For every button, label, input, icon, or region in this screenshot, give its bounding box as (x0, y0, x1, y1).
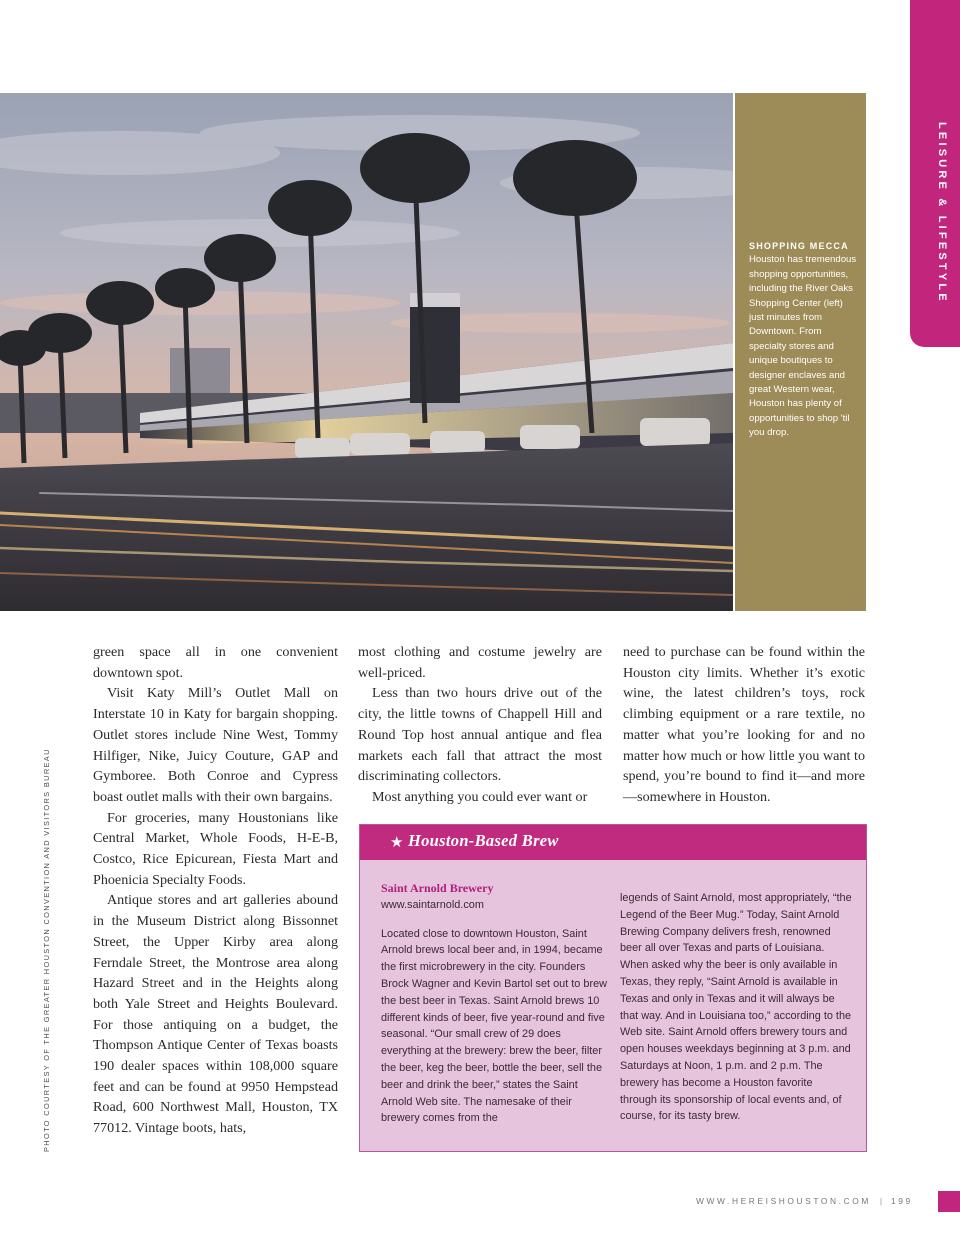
shopping-center-photo (0, 93, 733, 611)
body-column-1 (93, 642, 338, 1139)
paragraph: Visit Katy Mill’s Outlet Mall on Interstate 10 in Katy for bargain shopping. Outlet stores include Nine West, Tommy Hilfiger, Nike, Juicy Couture, GAP and Gymboree. Both Conroe and Cypress boast outlet malls with their own bargains. (93, 685, 338, 805)
paragraph: green space all in one convenient downtown spot. (93, 644, 338, 681)
section-label: LEISURE & LIFESTYLE (936, 122, 948, 304)
brew-text: Located close to downtown Houston, Saint Arnold brews local beer and, in 1994, became the first microbrewery in the city. Founders Brock Wagner and Kevin Bartol set out to brew the best beer in Texas. Saint Arnold brews 10 different kinds of beer, five year-round and five seasonal. “Our small crew of 29 does everything at the brewery: brew the beer, filter the beer, keg the beer, bottle the beer, sell the beer and drink the beer,” states the Saint Arnold Web site. The namesake of their brewery comes from the (381, 927, 607, 1125)
brewery-url[interactable]: www.saintarnold.com (381, 898, 484, 911)
body-column-3 (623, 642, 865, 808)
caption-title: SHOPPING MECCA (749, 241, 849, 251)
paragraph: most clothing and costume jewelry are well-priced. (358, 644, 602, 681)
footer (696, 1196, 913, 1206)
brew-title: Houston-Based Brew (408, 831, 559, 850)
body-column-2 (358, 642, 602, 808)
brew-sidebar (359, 824, 867, 1152)
paragraph: Less than two hours drive out of the city, the little towns of Chappell Hill and Round Top host annual antique and flea markets each fall that attract the most discriminating collectors. (358, 685, 602, 785)
footer-separator: | (879, 1196, 883, 1206)
section-tab (910, 0, 960, 347)
caption-text: Houston has tremendous shopping opportunities, including the River Oaks Shopping Center (left) just minutes from Downtown. From specialty stores and unique boutiques to designer enclaves and great Western wear, Houston has plenty of opportunities to shop 'til you drop. (749, 254, 857, 439)
paragraph: need to purchase can be found within the Houston city limits. Whether it’s exotic wine, the latest children’s toys, rock climbing equipment or a rare textile, no matter what you’re looking for and no matter how much or how little you want to spend, you’re bound to find it—and more—somewhere in Houston. (623, 644, 865, 805)
paragraph: For groceries, many Houstonians like Central Market, Whole Foods, H-E-B, Costco, Rice Epicurean, Fiesta Mart and Phoenicia Specialty Foods. (93, 809, 338, 888)
brewery-name: Saint Arnold Brewery (381, 881, 494, 895)
brew-text: legends of Saint Arnold, most appropriately, “the Legend of the Beer Mug.” Today, Saint Arnold Brewing Company delivers fresh, renowned beer all over Texas and parts of Louisiana. When asked why the beer is only available in Texas, they reply, “Saint Arnold is available in Texas and only in Texas and it will always be that way. And in Louisiana too,” according to the Web site. Saint Arnold offers brewery tours and open houses weekdays beginning at 3 p.m. and Saturdays at Noon, 1 p.m. and 2 p.m. The brewery has become a Houston favorite through its sponsorship of local events and, of course, for its tasty brew. (620, 892, 852, 1123)
paragraph: Antique stores and art galleries abound in the Museum District along Bissonnet Street, the Upper Kirby area along Ferndale Street, the Montrose area along Hazard Street and in the Heights along both Yale Street and Heights Boulevard. For those antiquing on a budget, the Thompson Antique Center of Texas boasts 190 dealer spaces within 108,000 square feet and can be found at 9950 Hempstead Road, 600 Northwest Mall, Houston, TX 77012. Vintage boots, hats, (93, 892, 338, 1137)
brew-column-1 (381, 880, 609, 1127)
footer-url[interactable]: WWW.HEREISHOUSTON.COM (696, 1196, 871, 1206)
caption-panel (735, 93, 866, 611)
brew-header (360, 825, 866, 860)
caption (749, 239, 857, 441)
photo-credit: PHOTO COURTESY OF THE GREATER HOUSTON CONVENTION AND VISITORS BUREAU (42, 748, 51, 1152)
footer-tab (938, 1191, 960, 1212)
paragraph: Most anything you could ever want or (372, 788, 588, 805)
brew-column-2 (620, 890, 852, 1125)
star-icon: ★ (390, 835, 404, 851)
page-number: 199 (891, 1196, 913, 1206)
